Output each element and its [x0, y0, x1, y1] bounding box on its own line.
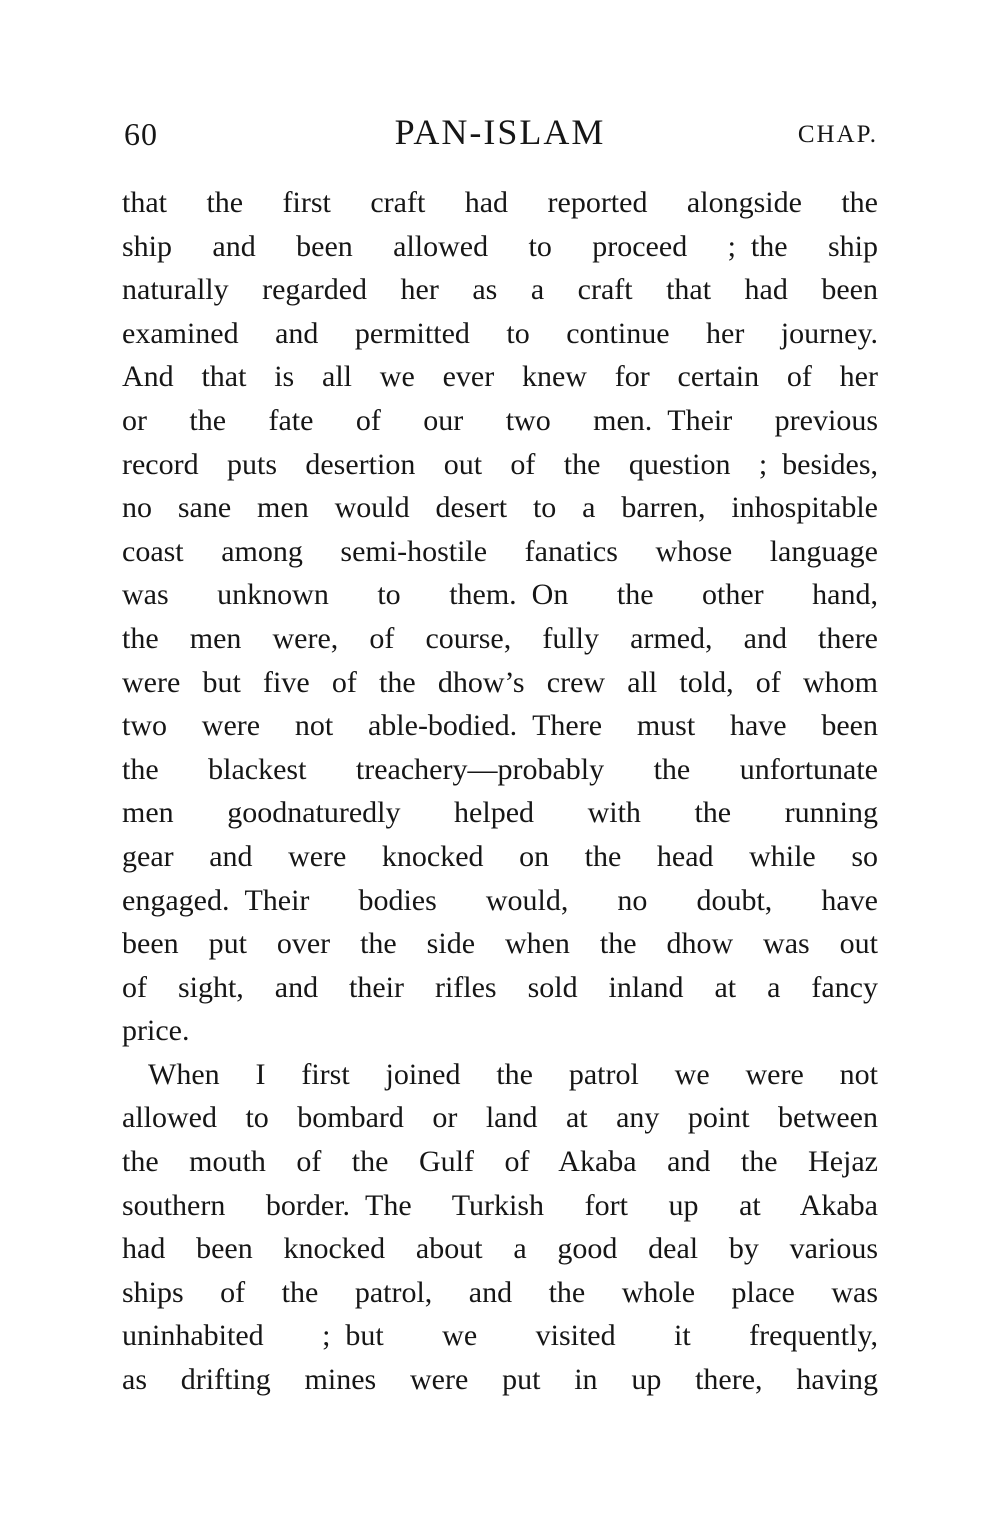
- text-line: And that is all we ever knew for certain of her: [122, 360, 878, 394]
- text-line: uninhabited ; but we visited it frequently,: [122, 1319, 878, 1353]
- text-line: examined and permitted to continue her journey.: [122, 316, 878, 350]
- text-line: ships of the patrol, and the whole place was: [122, 1275, 878, 1309]
- text-line: allowed to bombard or land at any point between: [122, 1101, 878, 1135]
- text-line: as drifting mines were put in up there, having: [122, 1363, 878, 1397]
- text-line: or the fate of our two men. Their previous: [122, 403, 878, 437]
- text-line: of sight, and their rifles sold inland at a fancy: [122, 970, 878, 1004]
- text-line: coast among semi-hostile fanatics whose language: [122, 534, 878, 568]
- text-line: record puts desertion out of the question ; besides,: [122, 447, 878, 481]
- text-line: had been knocked about a good deal by various: [122, 1232, 878, 1266]
- text-block: [122, 181, 878, 1402]
- text-line: that the first craft had reported alongside the: [122, 186, 878, 219]
- page-header: [122, 104, 878, 150]
- chapter-label: CHAP.: [797, 121, 878, 148]
- text-line: was unknown to them. On the other hand,: [122, 578, 878, 612]
- text-line: the men were, of course, fully armed, and there: [122, 621, 878, 655]
- text-line: the blackest treachery—probably the unfortunate: [122, 752, 878, 786]
- text-line: men goodnaturedly helped with the running: [122, 796, 878, 830]
- text-line: ship and been allowed to proceed ; the ship: [122, 229, 878, 263]
- text-line: naturally regarded her as a craft that had been: [122, 273, 878, 307]
- text-line: When I first joined the patrol we were not: [148, 1057, 878, 1091]
- text-line: gear and were knocked on the head while so: [122, 839, 878, 873]
- text-line: no sane men would desert to a barren, inhospitable: [122, 491, 878, 525]
- running-title: PAN-ISLAM: [394, 112, 606, 152]
- text-line: were but five of the dhow’s crew all told, of whom: [122, 665, 878, 699]
- text-line: southern border. The Turkish fort up at Akaba: [122, 1188, 878, 1222]
- text-line: two were not able-bodied. There must have been: [122, 709, 878, 743]
- page-number: 60: [124, 116, 158, 152]
- text-line: the mouth of the Gulf of Akaba and the Hejaz: [122, 1145, 878, 1179]
- text-line: engaged. Their bodies would, no doubt, have: [122, 883, 878, 917]
- paragraph: [122, 1053, 878, 1402]
- paragraph: [122, 181, 878, 1053]
- text-line: been put over the side when the dhow was out: [122, 927, 878, 961]
- text-line: price.: [122, 1014, 190, 1048]
